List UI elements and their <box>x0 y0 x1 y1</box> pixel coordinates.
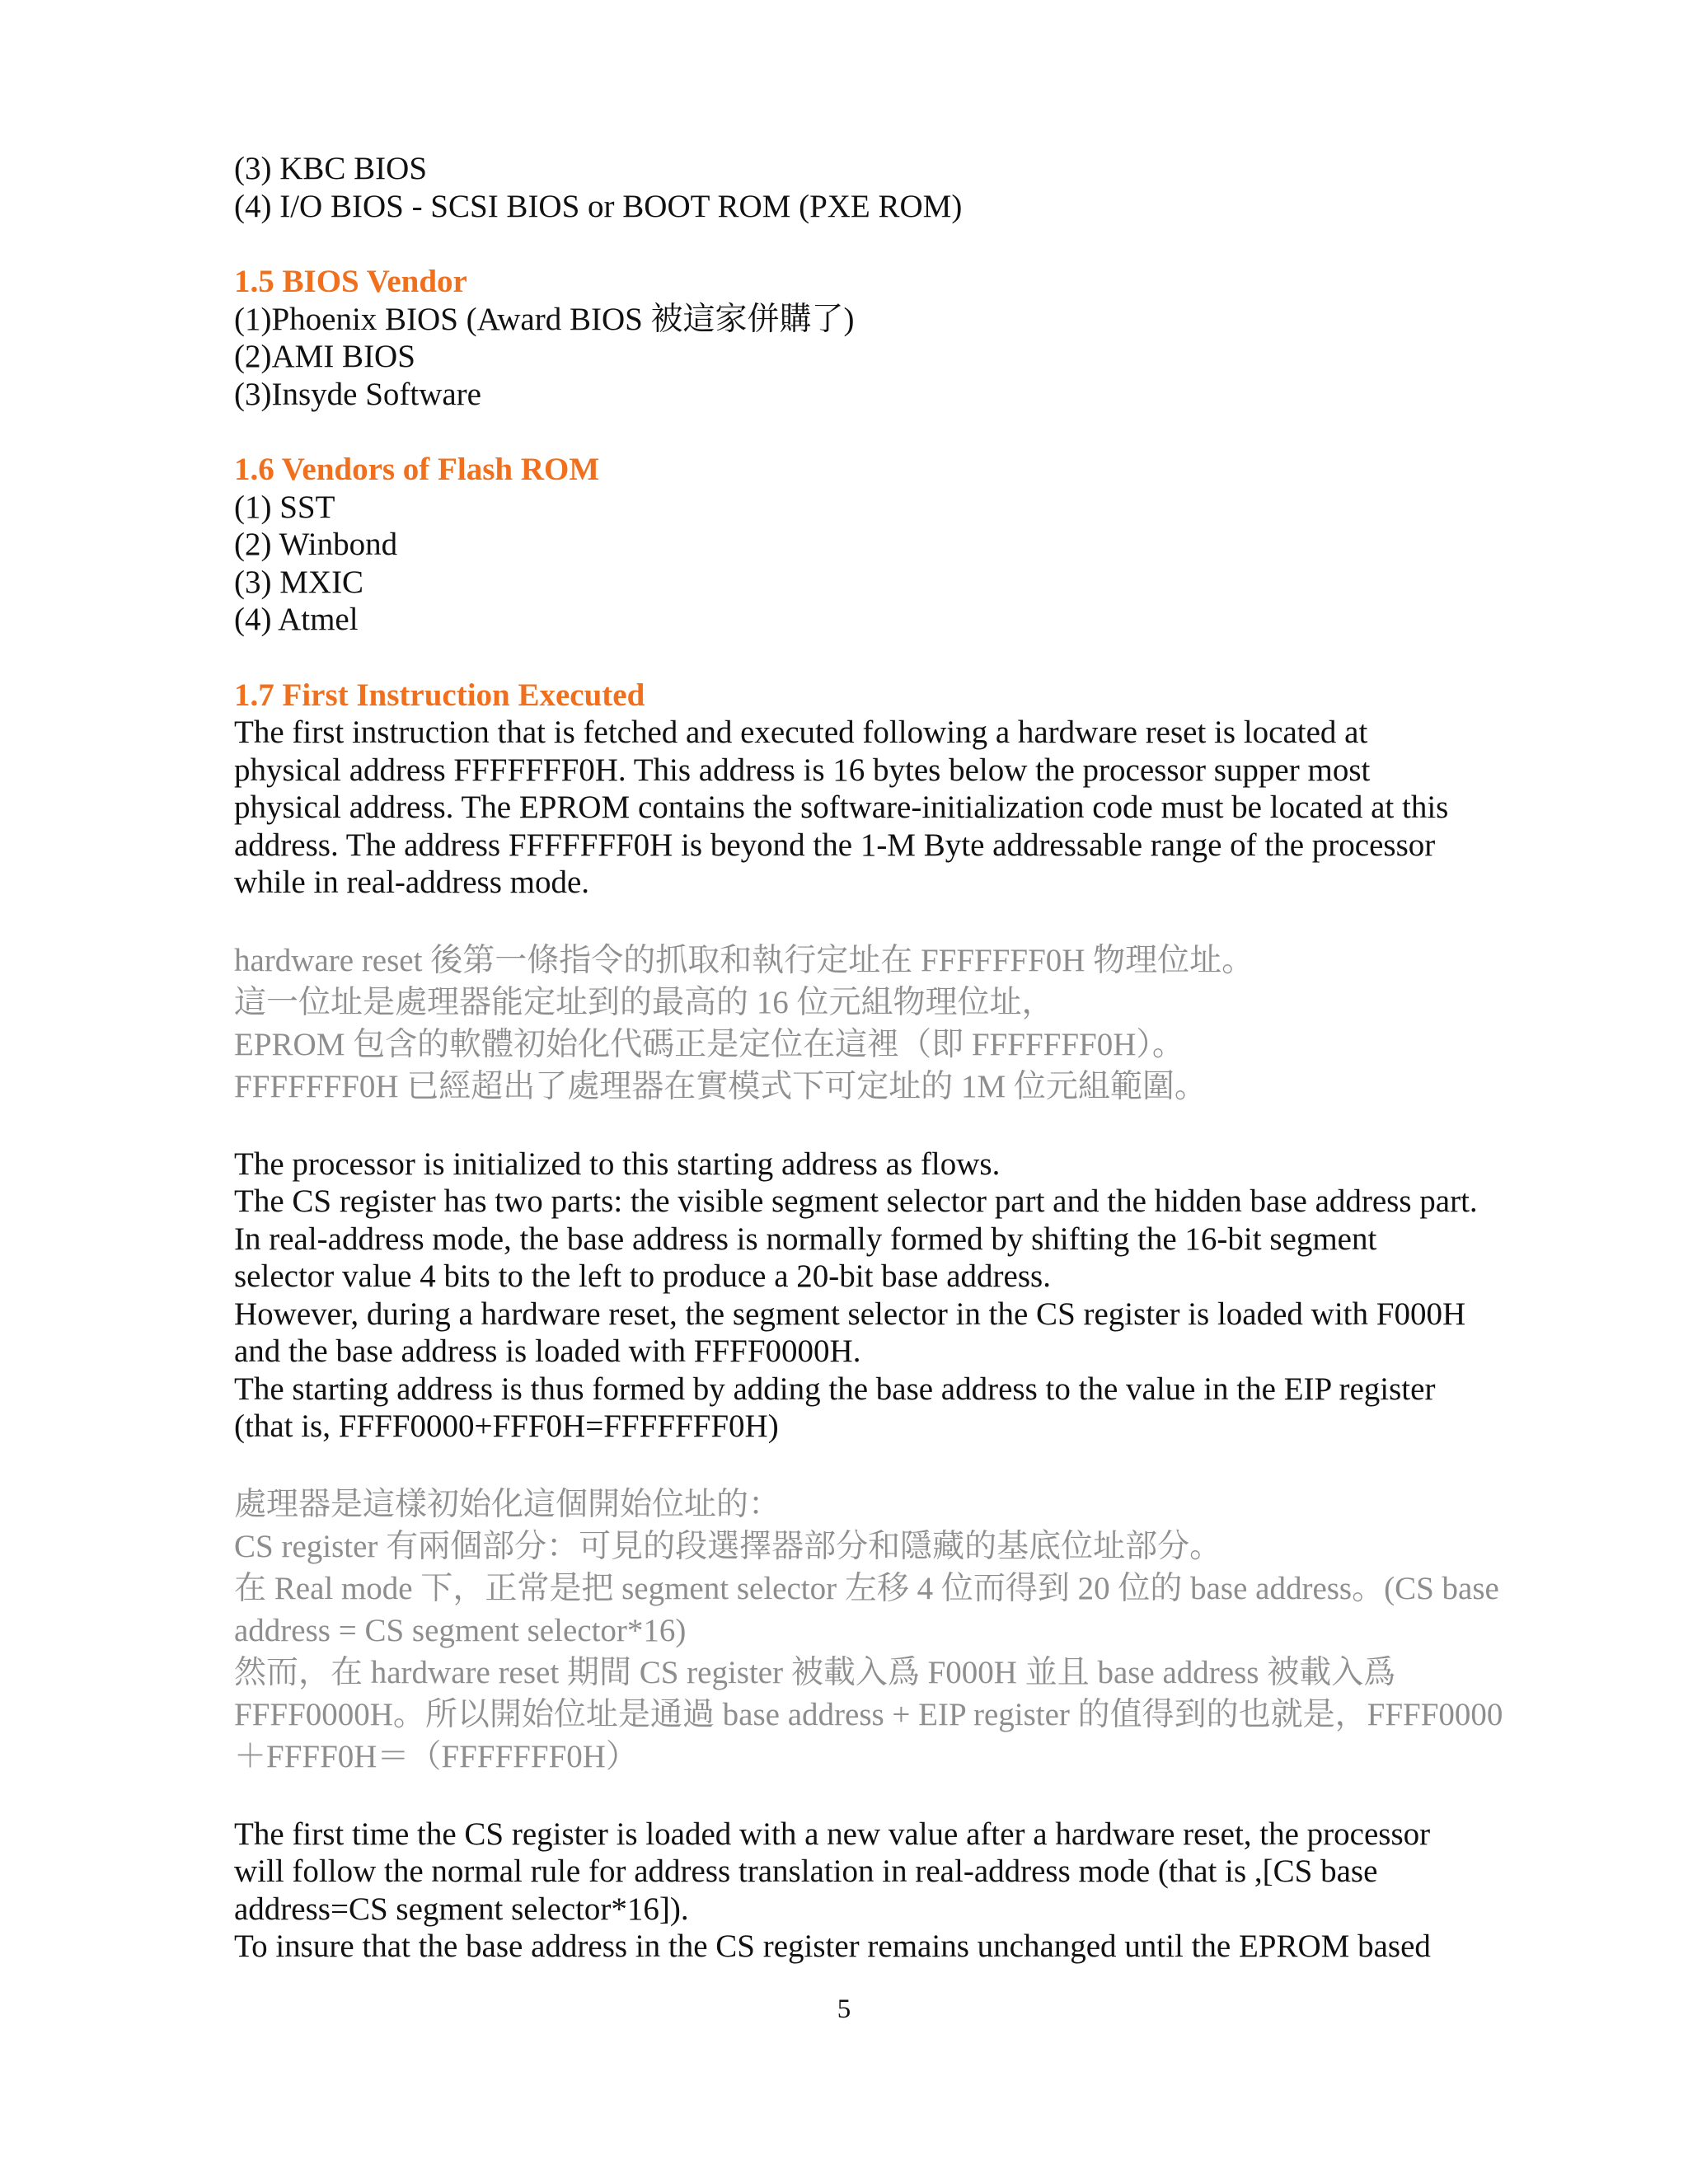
page-number: 5 <box>837 1994 851 2024</box>
text-line: The first time the CS register is loaded with a new value after a hardware reset, the processor <box>234 1816 1431 1852</box>
text-line: selector value 4 bits to the left to produce a 20-bit base address. <box>234 1258 1051 1294</box>
text-line: In real-address mode, the base address is normally formed by shifting the 16-bit segment <box>234 1221 1377 1257</box>
text-line: physical address FFFFFFF0H. This address is 16 bytes below the processor supper most <box>234 752 1371 788</box>
text-line: CS register 有兩個部分：可見的段選擇器部分和隱藏的基底位址部分。 <box>234 1528 1222 1564</box>
list-item: (3) MXIC <box>234 564 364 600</box>
list-item: (3)Insyde Software <box>234 376 481 412</box>
text-line: address = CS segment selector*16) <box>234 1612 687 1648</box>
text-line: FFFF0000H。所以開始位址是通過 base address + EIP register 的值得到的也就是，FFFF0000 <box>234 1696 1503 1732</box>
document-page <box>234 150 1520 1966</box>
section-flash-rom-vendors <box>234 451 1520 639</box>
section-heading: 1.7 First Instruction Executed <box>234 677 645 713</box>
text-line: The CS register has two parts: the visible segment selector part and the hidden base address part. <box>234 1183 1478 1219</box>
section-heading: 1.6 Vendors of Flash ROM <box>234 452 600 487</box>
text-line: will follow the normal rule for address translation in real-address mode (that is ,[CS base <box>234 1854 1378 1889</box>
bios-list-continued <box>234 150 1520 225</box>
list-item: (2)AMI BIOS <box>234 339 415 374</box>
paragraph-english-2 <box>234 1146 1520 1446</box>
text-line: while in real-address mode. <box>234 865 590 900</box>
text-line: The starting address is thus formed by adding the base address to the value in the EIP register <box>234 1371 1436 1407</box>
text-line: The processor is initialized to this starting address as flows. <box>234 1146 1001 1182</box>
text-line: hardware reset 後第一條指令的抓取和執行定址在 FFFFFFF0H 物理位址。 <box>234 942 1254 978</box>
text-line: address=CS segment selector*16]). <box>234 1891 689 1927</box>
paragraph-chinese-2 <box>234 1483 1520 1778</box>
section-heading: 1.5 BIOS Vendor <box>234 264 467 299</box>
list-item: (4) Atmel <box>234 602 359 637</box>
text-line: The first instruction that is fetched and executed following a hardware reset is located at <box>234 715 1368 750</box>
list-item: (2) Winbond <box>234 527 398 562</box>
list-item: (4) I/O BIOS - SCSI BIOS or BOOT ROM (PXE ROM) <box>234 188 963 224</box>
list-item: (1)Phoenix BIOS (Award BIOS 被這家併購了) <box>234 301 855 337</box>
text-line: 在 Real mode 下，正常是把 segment selector 左移 4 位而得到 20 位的 base address。(CS base <box>234 1570 1499 1606</box>
text-line: EPROM 包含的軟體初始化代碼正是定位在這裡（即 FFFFFFF0H）。 <box>234 1026 1184 1062</box>
text-line: To insure that the base address in the CS register remains unchanged until the EPROM based <box>234 1929 1431 1964</box>
text-line: ＋FFFF0H＝（FFFFFFF0H） <box>234 1738 638 1774</box>
text-line: 這一位址是處理器能定址到的最高的 16 位元組物理位址， <box>234 984 1054 1020</box>
text-line: 然而，在 hardware reset 期間 CS register 被載入爲 F000H 並且 base address 被載入爲 <box>234 1654 1396 1690</box>
section-bios-vendor <box>234 263 1520 413</box>
paragraph-english-1 <box>234 714 1520 902</box>
paragraph-english-3 <box>234 1816 1520 1966</box>
list-item: (1) SST <box>234 489 335 525</box>
text-line: physical address. The EPROM contains the software-initialization code must be located at this <box>234 790 1449 825</box>
section-first-instruction <box>234 677 1520 1966</box>
text-line: However, during a hardware reset, the segment selector in the CS register is loaded with F000H <box>234 1296 1466 1332</box>
text-line: address. The address FFFFFFF0H is beyond the 1-M Byte addressable range of the processor <box>234 827 1436 863</box>
list-item: (3) KBC BIOS <box>234 151 428 186</box>
text-line: FFFFFFF0H 已經超出了處理器在實模式下可定址的 1M 位元組範圍。 <box>234 1068 1207 1104</box>
text-line: 處理器是這樣初始化這個開始位址的： <box>234 1486 781 1522</box>
text-line: and the base address is loaded with FFFF0000H. <box>234 1333 861 1369</box>
text-line: (that is, FFFF0000+FFF0H=FFFFFFF0H) <box>234 1408 779 1444</box>
paragraph-chinese-1 <box>234 940 1520 1108</box>
